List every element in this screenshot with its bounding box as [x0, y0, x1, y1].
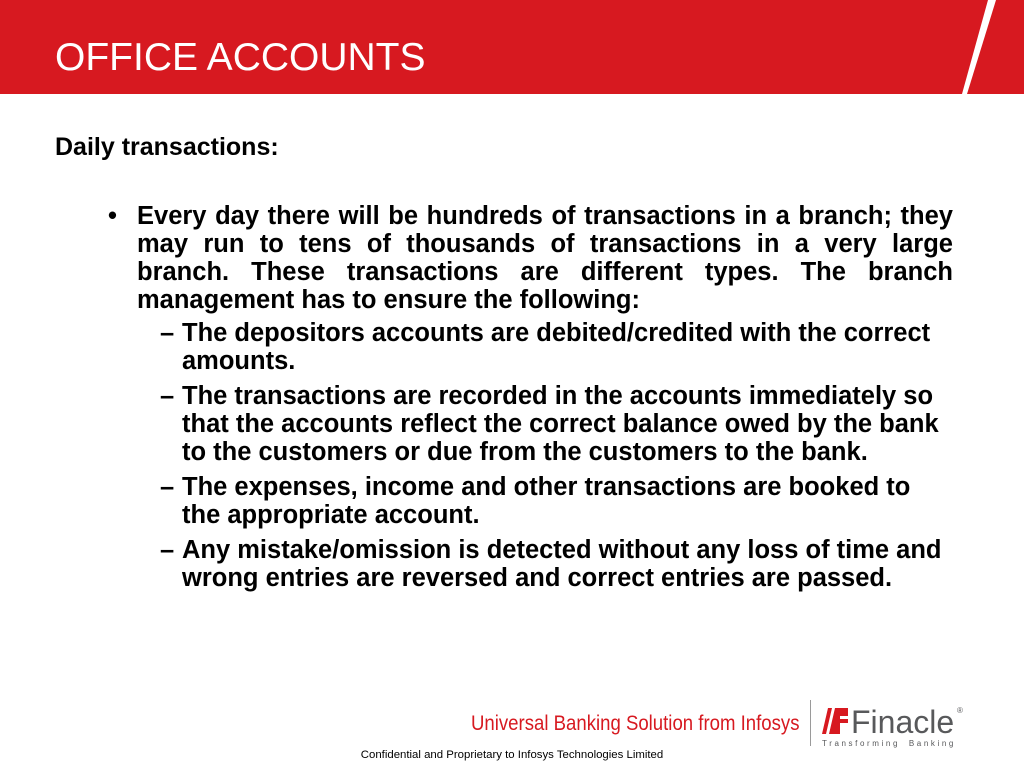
sub-bullet-text: The transactions are recorded in the accounts immediately so that the accounts reflect the correct balance owed by the bank to the customers or due from the customers to the bank. [182, 382, 939, 466]
sub-bullet-text: The depositors accounts are debited/credited with the correct amounts. [182, 319, 931, 375]
footer-tagline: Universal Banking Solution from Infosys [471, 712, 800, 735]
header-slash-decoration [950, 0, 1024, 94]
sub-bullet-text: The expenses, income and other transactions are booked to the appropriate account. [182, 473, 911, 529]
sub-bullet-text: Any mistake/omission is detected without any loss of time and wrong entries are reversed and correct entries are passed. [182, 536, 942, 592]
sub-bullet-item [160, 536, 960, 592]
section-heading: Daily transactions: [55, 133, 279, 161]
bullet-marker: • [108, 202, 117, 230]
dash-marker: – [160, 319, 175, 347]
logo-slogan: Transforming Banking [822, 739, 956, 748]
sub-bullet-list [160, 319, 960, 599]
sub-bullet-item [160, 319, 960, 375]
sub-bullet-item [160, 382, 960, 466]
finacle-logo-icon [822, 708, 848, 734]
finacle-logo-text: Finacle [851, 704, 955, 740]
dash-marker: – [160, 382, 175, 410]
dash-marker: – [160, 473, 175, 501]
footer-divider [810, 700, 811, 746]
sub-bullet-item [160, 473, 960, 529]
registered-mark: ® [957, 706, 963, 715]
slide-title: OFFICE ACCOUNTS [55, 36, 426, 79]
bullet-paragraph: Every day there will be hundreds of transactions in a branch; they may run to tens of thousands of transactions in a very large branch. These transactions are different types. The branch management has to ensure the following: [137, 202, 953, 314]
confidentiality-notice: Confidential and Proprietary to Infosys Technologies Limited [360, 749, 664, 761]
dash-marker: – [160, 536, 175, 564]
